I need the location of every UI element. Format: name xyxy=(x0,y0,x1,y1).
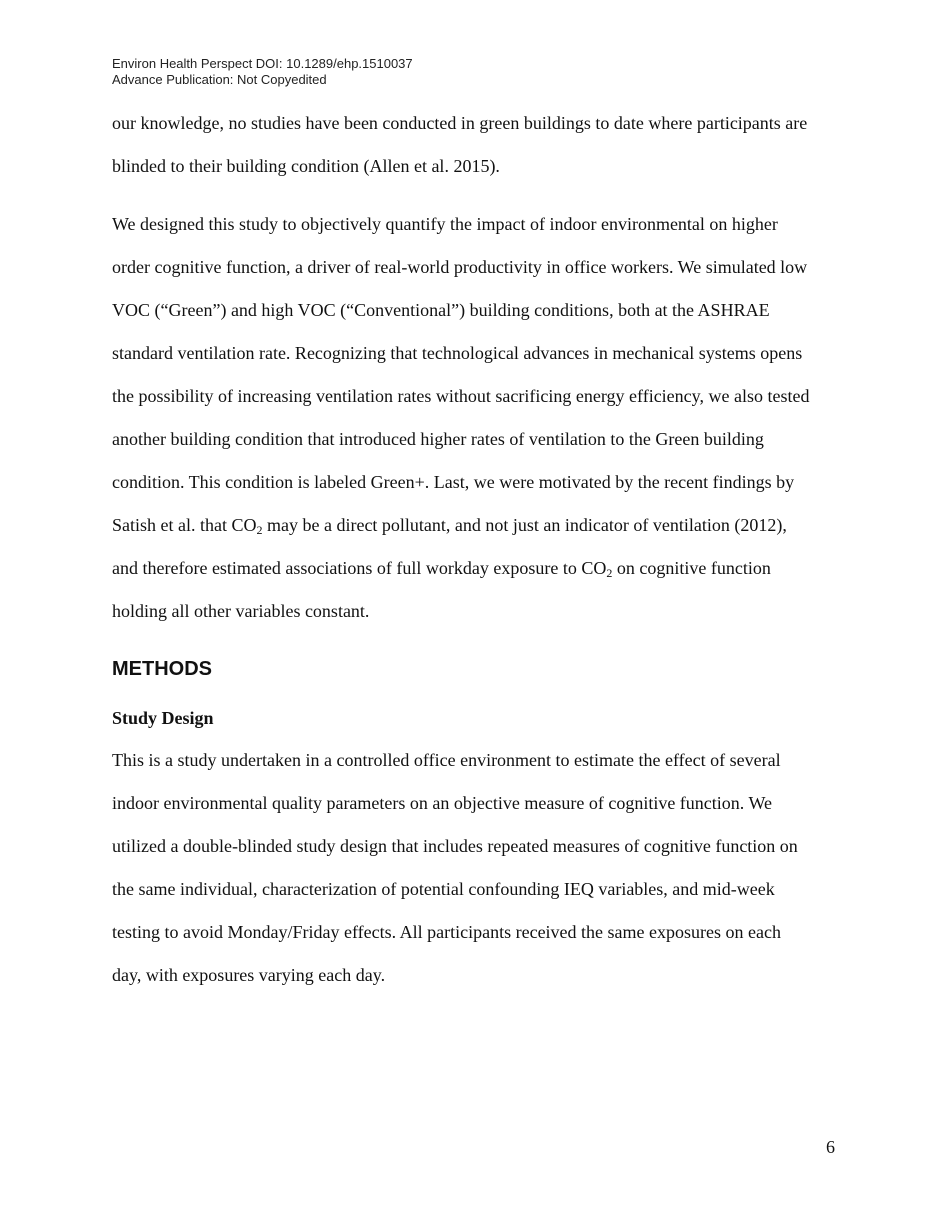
paragraph-study-aims xyxy=(112,203,842,633)
text-line: indoor environmental quality parameters on an objective measure of cognitive function. We xyxy=(112,793,773,813)
text-line: order cognitive function, a driver of real-world productivity in office workers. We simulated low xyxy=(112,257,808,277)
text-line: holding all other variables constant. xyxy=(112,601,370,621)
text-line: testing to avoid Monday/Friday effects. All participants received the same exposures on each xyxy=(112,922,781,942)
section-heading-methods: METHODS xyxy=(112,658,212,680)
text-line: This is a study undertaken in a controlled office environment to estimate the effect of several xyxy=(112,750,781,770)
text-fragment: on cognitive function xyxy=(612,558,771,578)
running-header xyxy=(112,56,413,88)
paragraph-study-design xyxy=(112,739,842,997)
paragraph-intro-end xyxy=(112,102,842,188)
text-line-co2 xyxy=(112,504,842,547)
text-line: condition. This condition is labeled Green+. Last, we were motivated by the recent findings by xyxy=(112,472,795,492)
page-number: 6 xyxy=(826,1137,835,1157)
text-line: our knowledge, no studies have been conducted in green buildings to date where participants are xyxy=(112,113,808,133)
subscript: 2 xyxy=(606,566,613,580)
subscript: 2 xyxy=(256,523,263,537)
text-line-co2 xyxy=(112,547,842,590)
text-line: day, with exposures varying each day. xyxy=(112,965,386,985)
text-fragment: may be a direct pollutant, and not just an indicator of ventilation (2012), xyxy=(262,515,787,535)
text-line: the same individual, characterization of potential confounding IEQ variables, and mid-week xyxy=(112,879,775,899)
text-line: standard ventilation rate. Recognizing that technological advances in mechanical systems opens xyxy=(112,343,803,363)
text-fragment: and therefore estimated associations of full workday exposure to CO xyxy=(112,558,607,578)
text-line: blinded to their building condition (Allen et al. 2015). xyxy=(112,156,500,176)
text-fragment: Satish et al. that CO xyxy=(112,515,257,535)
text-line: utilized a double-blinded study design that includes repeated measures of cognitive function on xyxy=(112,836,798,856)
publication-status: Advance Publication: Not Copyedited xyxy=(112,72,327,87)
text-line: another building condition that introduced higher rates of ventilation to the Green building xyxy=(112,429,764,449)
subsection-heading-study-design: Study Design xyxy=(112,708,214,728)
journal-doi: Environ Health Perspect DOI: 10.1289/ehp.1510037 xyxy=(112,56,413,71)
text-line: VOC (“Green”) and high VOC (“Conventional”) building conditions, both at the ASHRAE xyxy=(112,300,770,320)
text-line: the possibility of increasing ventilation rates without sacrificing energy efficiency, we also tested xyxy=(112,386,810,406)
text-line: We designed this study to objectively quantify the impact of indoor environmental on higher xyxy=(112,214,778,234)
